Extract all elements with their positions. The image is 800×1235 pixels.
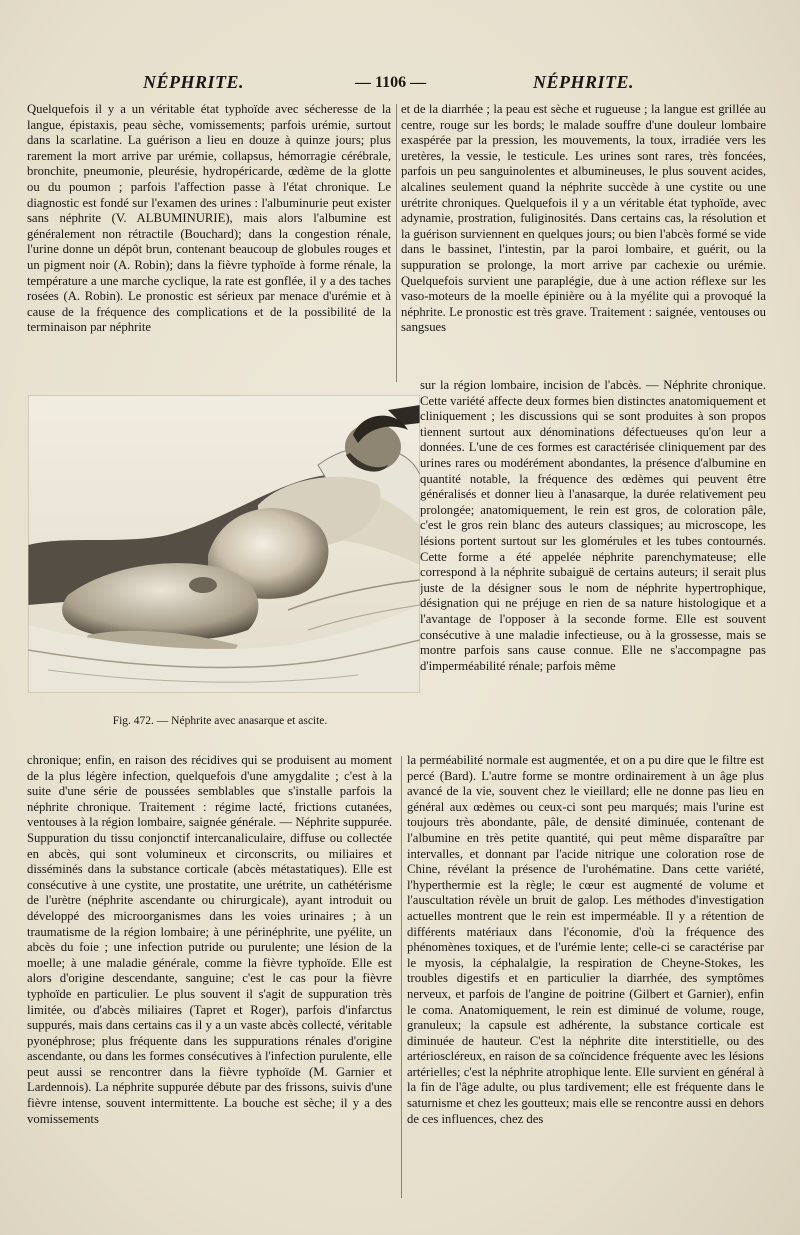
- header-right-title: NÉPHRITE.: [533, 72, 635, 92]
- text-column-right-top: [401, 102, 766, 378]
- paragraph: Quelquefois il y a un véritable état typhoïde avec sécheresse de la langue, épistaxis, peau sèche, vomissements; parfois urémie, surtout dans la scarlatine. La guérison a lieu en douze à quinze jours; plus rarement la mort arrive par urémie, collapsus, hémorragie cérébrale, bronchite, pneumonie, pleurésie, hydropéricarde, œdème de la glotte ou du poumon ; parfois l'affection passe à l'état chronique. Le diagnostic est fondé sur l'examen des urines : l'albuminurie peut exister sans néphrite (V. ALBUMINURIE), mais alors l'albumine est généralement non rétractile (Bouchard); dans la congestion rénale, l'urine donne un dépôt brun, contenant beaucoup de globules rouges et un pigment noir (A. Robin); dans la fièvre typhoïde à forme rénale, la température a une marche cyclique, la rate est gonflée, il y a des taches rosées (A. Robin). Le pronostic est sérieux par menace d'urémie et à cause de la fréquence des complications et de la possibilité de la terminaison par néphrite: [27, 102, 391, 335]
- column-divider-top: [396, 104, 397, 382]
- figure-illustration: [28, 395, 420, 693]
- text-column-left-bottom: [27, 753, 392, 1201]
- text-column-right-wrap: [420, 378, 766, 674]
- page-number: — 1106 —: [355, 74, 427, 91]
- paragraph: chronique; enfin, en raison des récidives qui se produisent au moment de la plus légère infection, quelquefois d'une amygdalite ; c'est à la suite d'une série de poussées semblables que s'installe parfois la néphrite chronique. Traitement : régime lacté, frictions cutanées, ventouses à la région lombaire, saignée générale. — Néphrite suppurée. Suppuration du tissu conjonctif intercanaliculaire, diffuse ou collectée en abcès, qui sont volumineux et circonscrits, ou miliaires et disséminés dans la substance corticale (abcès métastatiques). Elle est consécutive à une cystite, une prostatite, une urétrite, un cathétérisme de l'urètre (néphrite ascendante ou chirurgicale), ayant introduit ou développé des microorganismes dans les voies urinaires ; à un traumatisme de la région lombaire; à une périnéphrite, une pyélite, un abcès du foie ; une infection putride ou purulente; une lésion de la moelle; à une maladie générale, comme la fièvre typhoïde. Elle est alors d'origine descendante, sanguine; c'est le cas pour la fièvre typhoïde en particulier. Le plus souvent il s'agit de suppuration très limitée, ou d'abcès miliaires (Tapret et Roger), parfois d'infarctus suppurés, mais dans certains cas il y a un vaste abcès collecté, véritable pyonéphrose; plus fréquente dans les suppurations rénales d'origine ascendante, ou dans les formes consécutives à l'infection purulente, elle peut aussi se rencontrer dans la fièvre typhoïde (M. Garnier et Lardennois). La néphrite suppurée débute par des frissons, suivis d'une fièvre intense, souvent intermittente. La bouche est sèche; il y a des vomissements: [27, 753, 392, 1126]
- text-column-right-bottom: [407, 753, 764, 1201]
- paragraph: sur la région lombaire, incision de l'abcès. — Néphrite chronique. Cette variété affecte deux formes bien distinctes anatomiquement et cliniquement ; les discussions qui se sont produites à son propos tiennent surtout aux dénominations défectueuses qu'on leur a données. L'une de ces formes est caractérisée cliniquement par des urines rares ou modérément abondantes, la présence d'albumine en quantité notable, la fréquence des œdèmes qui peuvent être généralisés et donner lieu à l'anasarque, la durée relativement peu prolongée; anatomiquement, le rein est gros, de coloration pâle, c'est le gros rein blanc des auteurs classiques; au microscope, les lésions portent surtout sur les glomérules et les tubes contournés. Cette forme a été appelée néphrite parenchymateuse; elle correspond à la néphrite subaiguë de certains auteurs; il serait plus juste de la désigner sous le nom de néphrite hypertrophique, désignation qui ne préjuge en rien de sa nature histologique et a l'avantage de l'opposer à la seconde forme. Elle est souvent consécutive à une maladie infectieuse, ou à la grossesse, mais se montre parfois sans cause connue. Elle ne s'accompagne pas d'imperméabilité rénale; parfois même: [420, 378, 766, 673]
- column-divider-bottom: [401, 756, 402, 1198]
- wrapped-text-region: [420, 378, 766, 745]
- text-column-left-top: [27, 102, 391, 336]
- header-left-title: NÉPHRITE.: [143, 72, 245, 92]
- paragraph: la perméabilité normale est augmentée, et on a pu dire que le filtre est percé (Bard). L'autre forme se montre ordinairement à un âge plus avancé de la vie, souvent chez le vieillard; elle ne donne pas lieu en général aux œdèmes ou ceux-ci sont peu marqués; mais l'urine est toujours très abondante, pâle, de densité diminuée, contenant de l'albumine en très petite quantité, qui peut même disparaître par intervalles, et donnant par l'acide nitrique une coloration rose de Chine, révélant la présence de l'urohématine. Dans cette variété, l'hyperthermie est la règle; le cœur est augmenté de volume et l'auscultation révèle un bruit de galop. Les méthodes d'investigation actuelles montrent que le rein est imperméable. Il y a rétention de différents matériaux dans l'économie, d'où la fréquence des phénomènes toxiques, et de l'urémie lente; celle-ci se caractérise par le myosis, la céphalalgie, la respiration de Cheyne-Stokes, les troubles digestifs et en particulier la diarrhée, des symptômes nerveux, et parfois de l'angine de poitrine (Gilbert et Garnier), enfin le coma. Anatomiquement, le rein est diminué de volume, rouge, granuleux; la capsule est adhérente, la substance corticale est diminuée de hauteur. C'est la néphrite dite interstitielle, ou des artérioscléreux, en raison de sa coïncidence fréquente avec les lésions artérielles; c'est la néphrite atrophique lente. Elle survient en général à la fin de l'âge adulte, ou plus tardivement; elle est fréquente dans le saturnisme et chez les goutteux; mais elle se rencontre aussi en dehors de ces influences, chez des: [407, 753, 764, 1126]
- running-header: [0, 72, 800, 96]
- figure-caption: Fig. 472. — Néphrite avec anasarque et ascite.: [112, 715, 328, 727]
- paragraph: et de la diarrhée ; la peau est sèche et rugueuse ; la langue est grillée au centre, rouge sur les bords; le malade souffre d'une douleur lombaire exaspérée par la pression, les mouvements, la toux, irradiée vers les uretères, la vessie, le testicule. Les urines sont rares, très foncées, parfois un peu sanguinolentes et albumineuses, le plus souvent acides, alcalines seulement quand la néphrite succède à une cystite ou une urétrite chroniques. Quelquefois il y a un véritable état typhoïde, avec adynamie, prostration, fuliginosités. Dans certains cas, la résolution et la guérison surviennent en quelques jours; ou bien l'abcès formé se vide dans le bassinet, l'intestin, par la paroi lombaire, et guérit, ou la suppuration se prolonge, la mort arrive par cachexie ou urémie. Quelquefois survient une paraplégie, due à une action réflexe sur les vaso-moteurs de la moelle épinière ou à la myélite qui a provoqué la néphrite. Le pronostic est très grave. Traitement : saignée, ventouses ou sangsues: [401, 102, 766, 335]
- patient-illustration: [28, 395, 420, 693]
